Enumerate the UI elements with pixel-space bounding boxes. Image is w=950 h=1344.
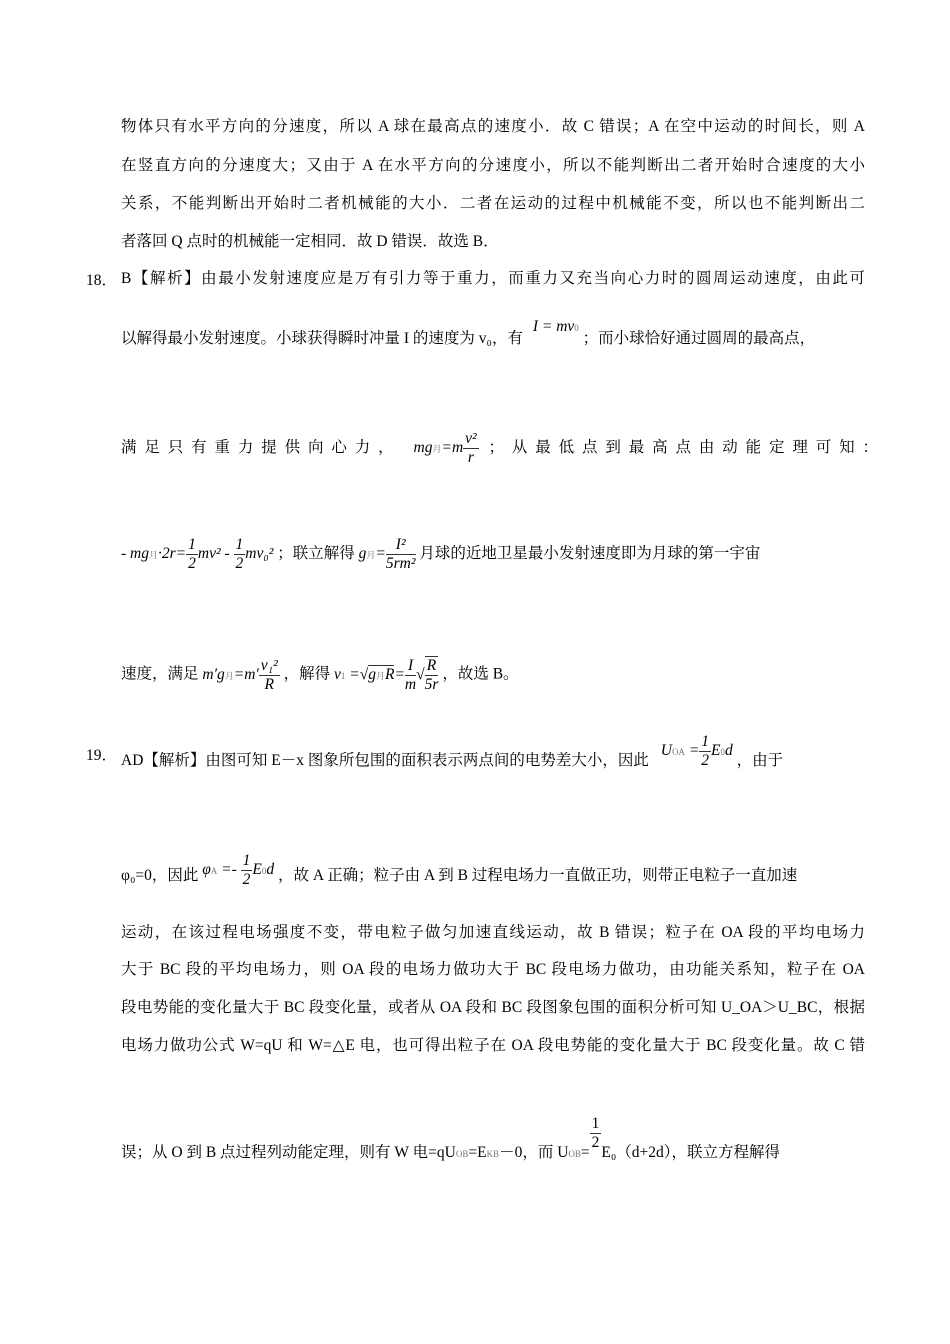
q19-line-2-text-a: φ₀=0，因此 [121,867,199,885]
q19-line-3: 运动，在该过程电场强度不变，带电粒子做匀加速直线运动，故 B 错误；粒子在 OA 段的平均电场力 [121,924,865,941]
q18-line-4-text-b: 月球的近地卫星最小发射速度即为月球的第一宇宙 [419,545,761,563]
q19-line-1-text-b: ，由于 [736,752,784,770]
q18-line-3 [121,430,881,467]
q19-line-1-text-a: AD【解析】由图可知 E－x 图象所包围的面积表示两点间的电势差大小，因此 [121,752,649,770]
q18-line-5 [121,656,865,694]
q19-line-2 [121,852,865,895]
question-number-19: 19． [86,747,118,764]
q18-line-3-text-a: 满 足 只 有 重 力 提 供 向 心 力 ， [121,439,396,457]
q19-line-1 [121,733,865,780]
q18-line-2 [121,318,865,351]
uoa-equation: UOA = $\frac{1}{2}$ E0d [660,733,733,769]
q18-line-4 [121,536,865,573]
q18-line-3-text-b: ； 从 最 低 点 到 最 高 点 由 动 能 定 理 可 知 ： [488,439,881,457]
q19-line-7: 误；从 O 到 B 点过程列动能定理，则有 W 电=qUOB=EKB－0，而 UOB= $\frac{1}{2}$ E₀（d+2d），联立方程解得 [121,1115,781,1161]
q18-line-2-text-b: ；而小球恰好通过圆周的最高点， [582,330,816,347]
q18-line-4-text-a: ；联立解得 [277,545,355,563]
q18-line-5-text-c: ，故选 B。 [442,665,519,683]
orbit-equation: m′g月=m′ $\frac{\text{v₁²}}{R}$ [202,656,278,693]
q19-line-2-text-b: ，故 A 正确；粒子由 A 到 B 过程电场力一直做正功，则带正电粒子一直加速 [278,867,798,885]
moon-gravity-equation: g月= $\frac{\text{I²}}{\text{5rm²}}$ [358,536,416,572]
q19-line-6: 电场力做功公式 W=qU 和 W=△E 电，也可得出粒子在 OA 段电势能的变化量大于 BC 段变化量。故 C 错 [121,1037,865,1054]
v1-equation: v1 =√g月R= $\frac{I}{m}$ √ $\frac{R}{5r}$ [333,656,439,693]
question-number-18: 18． [86,272,118,289]
q18-line-5-text-a: 速度，满足 [121,665,199,683]
q18-line-5-text-b: ，解得 [283,665,331,683]
q18-line-1: B【解析】由最小发射速度应是万有引力等于重力，而重力又充当向心力时的圆周运动速度，由此可 [121,270,865,287]
energy-equation: - mg月·2r= $\frac{1}{2}$ mv² - $\frac{1}{2}$ mv₀² [121,536,274,572]
text-line-17-1: 物体只有水平方向的分速度，所以 A 球在最高点的速度小．故 C 错误；A 在空中运动的时间长，则 A [121,118,865,135]
phi-equation: φA =- $\frac{1}{2}$ E0d [202,852,275,888]
text-line-17-3: 关系，不能判断出开始时二者机械能的大小．二者在运动的过程中机械能不变，所以也不能判断出二 [121,195,865,212]
text-line-17-4: 者落回 Q 点时的机械能一定相同．故 D 错误．故选 B． [121,233,499,250]
q19-line-5: 段电势能的变化量大于 BC 段变化量，或者从 OA 段和 BC 段图象包围的面积分析可知 U_OA＞U_BC，根据 [121,999,865,1016]
q19-line-4: 大于 BC 段的平均电场力，则 OA 段的电场力做功大于 BC 段电场力做功，由功能关系知，粒子在 OA [121,961,865,978]
q19-line-7-text-a: 误；从 O 到 B 点过程列动能定理，则有 W 电=qU [121,1144,456,1161]
text-line-17-2: 在竖直方向的分速度大；又由于 A 在水平方向的分速度小，所以不能判断出二者开始时合速度的大小 [121,157,865,174]
q18-line-2-text-a: 以解得最小发射速度。小球获得瞬时冲量 I 的速度为 v₀，有 [121,330,523,347]
impulse-equation: I = mv0 [532,318,579,335]
centripetal-equation: mg月=m $\frac{\text{v²}}{r}$ [413,430,477,466]
